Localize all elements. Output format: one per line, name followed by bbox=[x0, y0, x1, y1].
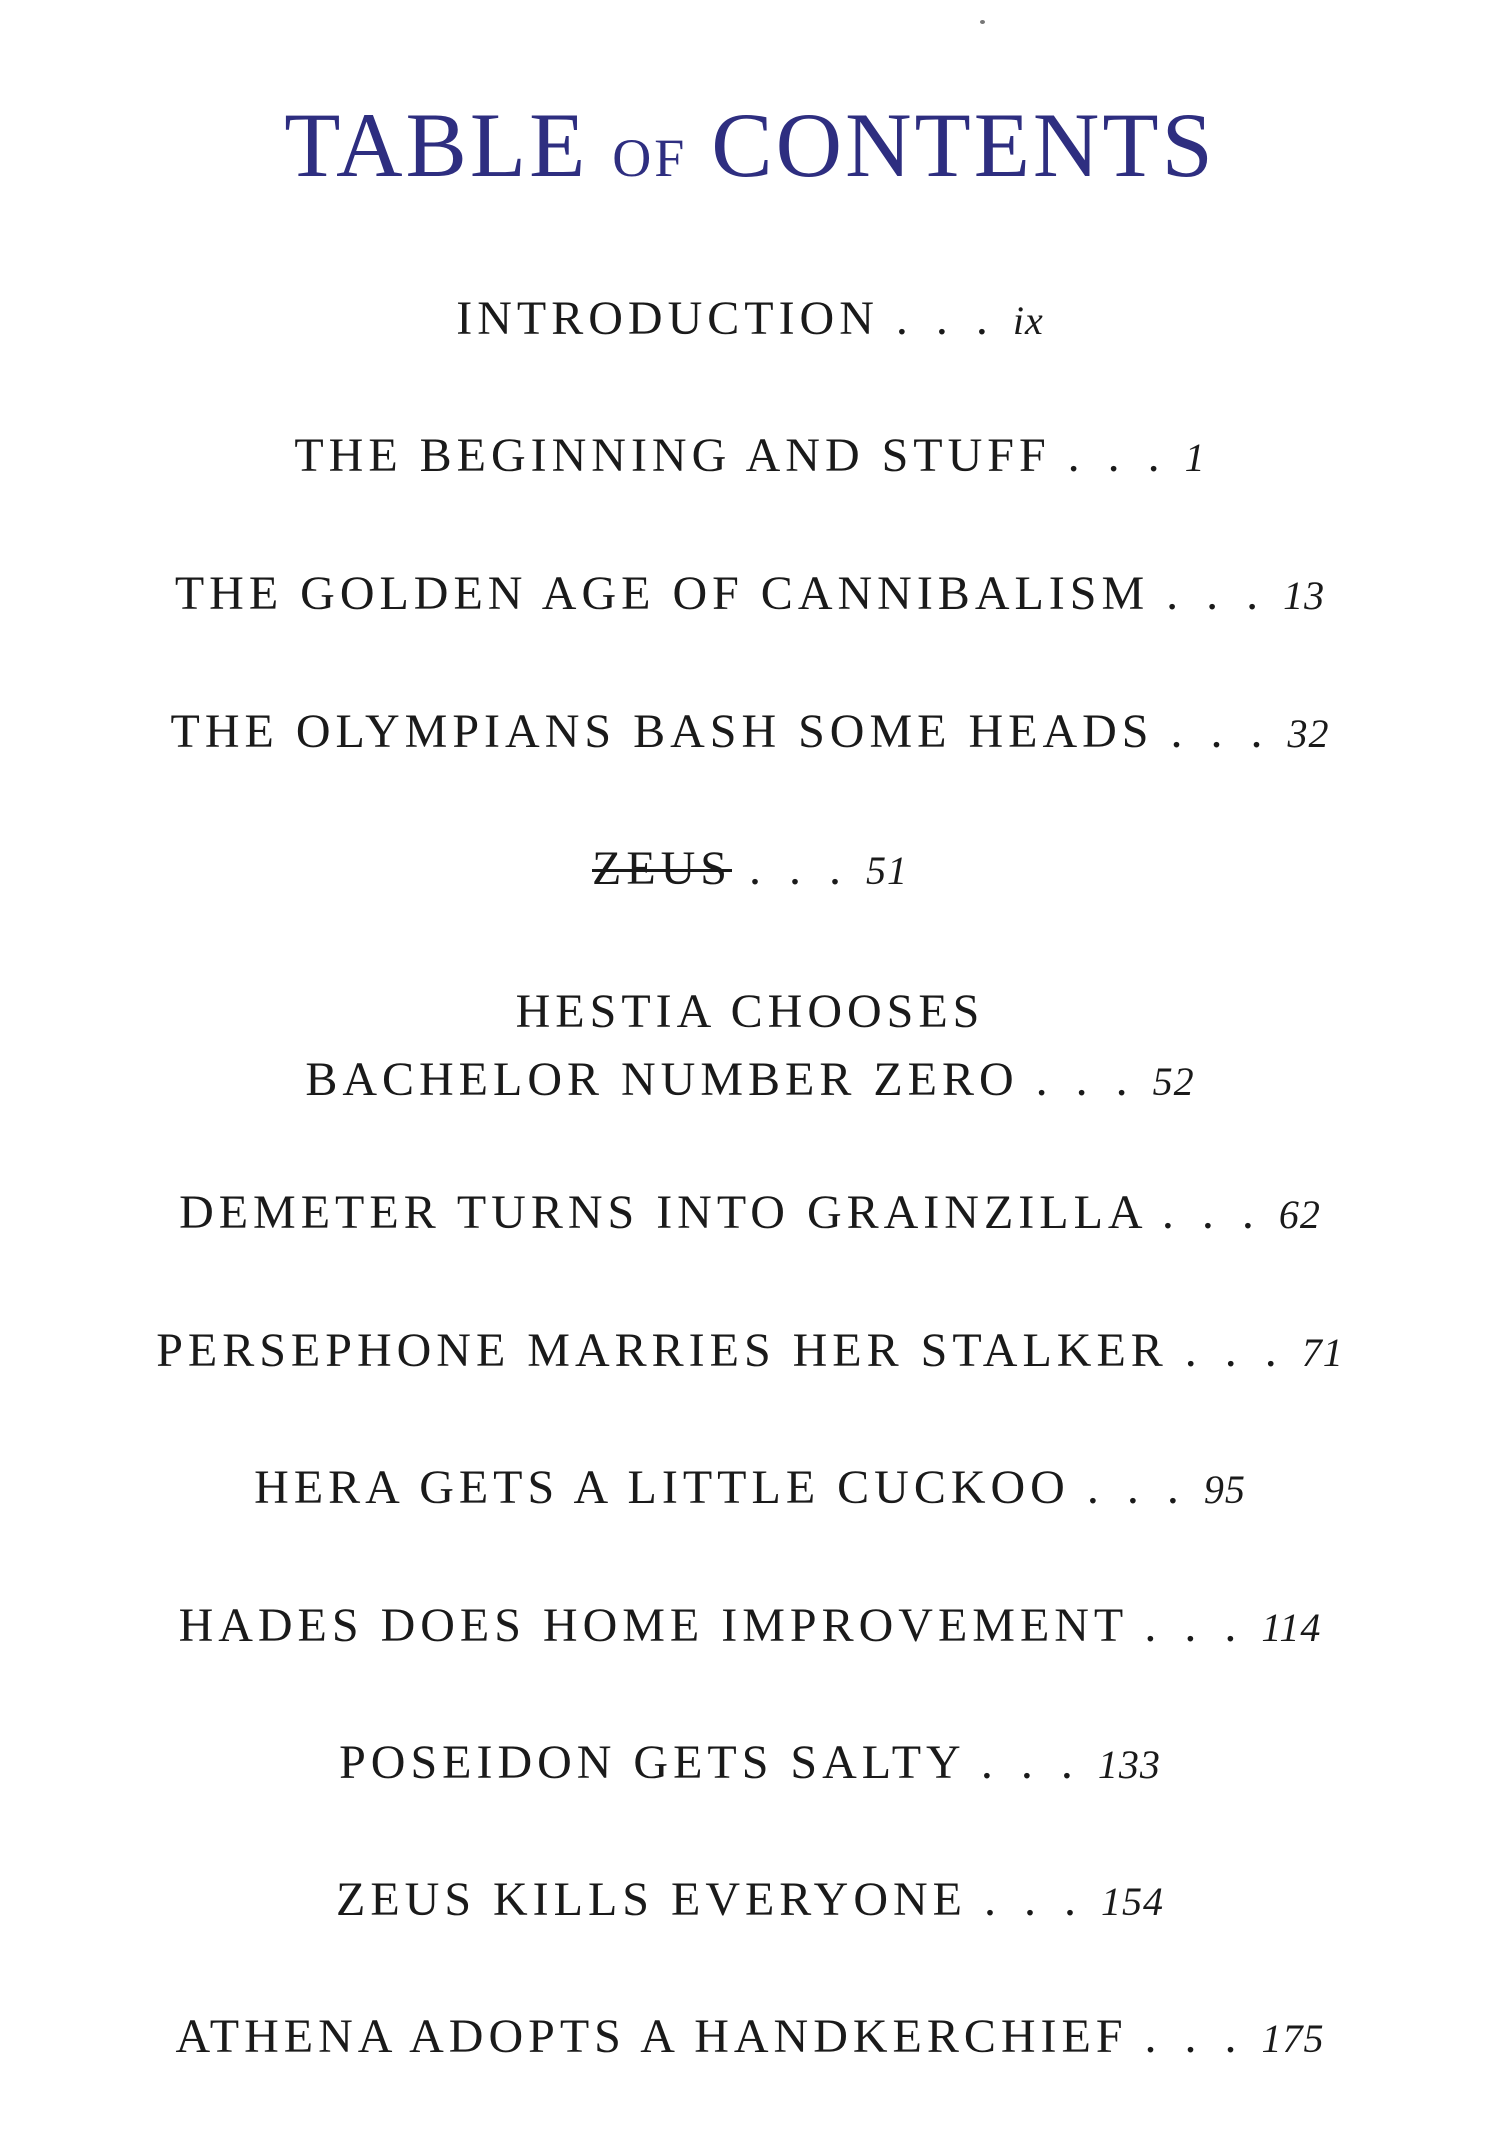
toc-entry-label: PERSEPHONE MARRIES HER STALKER bbox=[156, 1324, 1168, 1377]
toc-entry-hera[interactable] bbox=[0, 1462, 1500, 1515]
title-word-table: TABLE bbox=[284, 94, 589, 196]
toc-page-number: 175 bbox=[1261, 2016, 1325, 2061]
toc-entry-zeus-kills[interactable] bbox=[0, 1874, 1500, 1927]
toc-entry-demeter[interactable] bbox=[0, 1187, 1500, 1240]
toc-leader-dots: . . . bbox=[895, 292, 996, 345]
toc-entry-beginning[interactable] bbox=[0, 430, 1500, 483]
toc-entry-label-struck: ZEUS bbox=[592, 842, 732, 895]
toc-page-number: 95 bbox=[1203, 1467, 1246, 1512]
toc-entry-label: DEMETER TURNS INTO GRAINZILLA bbox=[179, 1186, 1145, 1239]
toc-leader-dots: . . . bbox=[1086, 1461, 1187, 1514]
paper-speck bbox=[980, 20, 985, 24]
toc-entry-poseidon[interactable] bbox=[0, 1737, 1500, 1790]
title-word-of: OF bbox=[612, 128, 688, 188]
toc-entry-golden-age[interactable] bbox=[0, 568, 1500, 621]
toc-page-number: 1 bbox=[1184, 435, 1206, 480]
toc-leader-dots: . . . bbox=[1144, 2010, 1245, 2063]
toc-leader-dots: . . . bbox=[1184, 1324, 1285, 1377]
toc-page-number: 51 bbox=[866, 848, 908, 893]
toc-entry-label: THE GOLDEN AGE OF CANNIBALISM bbox=[174, 567, 1150, 620]
toc-leader-dots: . . . bbox=[1067, 429, 1168, 482]
toc-entry-label-line1: HESTIA CHOOSES bbox=[515, 985, 985, 1038]
toc-page-number: 71 bbox=[1301, 1330, 1344, 1375]
toc-entry-hades[interactable] bbox=[0, 1600, 1500, 1653]
toc-entry-label: INTRODUCTION bbox=[456, 292, 879, 345]
toc-leader-dots: . . . bbox=[980, 1736, 1081, 1789]
toc-leader-dots: . . . bbox=[1035, 1053, 1136, 1106]
toc-entry-zeus[interactable] bbox=[0, 843, 1500, 896]
toc-page-number: 52 bbox=[1152, 1059, 1195, 1104]
toc-entry-label: ATHENA ADOPTS A HANDKERCHIEF bbox=[175, 2010, 1128, 2063]
toc-entry-introduction[interactable] bbox=[0, 293, 1500, 346]
page-title bbox=[0, 92, 1500, 198]
toc-entry-label: HADES DOES HOME IMPROVEMENT bbox=[178, 1599, 1128, 1652]
title-word-contents: CONTENTS bbox=[711, 94, 1216, 196]
toc-page-number: 32 bbox=[1287, 711, 1330, 756]
toc-entry-persephone[interactable] bbox=[0, 1325, 1500, 1378]
toc-entry-label-line2: BACHELOR NUMBER ZERO bbox=[305, 1053, 1019, 1106]
toc-entry-label: THE OLYMPIANS BASH SOME HEADS bbox=[170, 705, 1154, 758]
toc-page-number: 133 bbox=[1097, 1742, 1161, 1787]
toc-entry-label: HERA GETS A LITTLE CUCKOO bbox=[254, 1461, 1070, 1514]
toc-entry-athena[interactable] bbox=[0, 2011, 1500, 2064]
toc-leader-dots: . . . bbox=[1170, 705, 1271, 758]
toc-leader-dots: . . . bbox=[983, 1873, 1084, 1926]
toc-leader-dots: . . . bbox=[1161, 1186, 1262, 1239]
toc-page-number: ix bbox=[1012, 298, 1044, 343]
toc-entry-label: POSEIDON GETS SALTY bbox=[339, 1736, 964, 1789]
toc-entry-label: THE BEGINNING AND STUFF bbox=[294, 429, 1051, 482]
toc-page-number: 154 bbox=[1100, 1879, 1164, 1924]
toc-leader-dots: . . . bbox=[1166, 567, 1267, 620]
toc-leader-dots: . . . bbox=[749, 842, 849, 895]
toc-page-number: 62 bbox=[1278, 1192, 1321, 1237]
toc-leader-dots: . . . bbox=[1144, 1599, 1245, 1652]
toc-page-number: 114 bbox=[1261, 1605, 1322, 1650]
toc-entry-hestia[interactable] bbox=[0, 978, 1500, 1116]
toc-page-number: 13 bbox=[1283, 573, 1326, 618]
toc-entry-label: ZEUS KILLS EVERYONE bbox=[336, 1873, 967, 1926]
toc-entry-olympians[interactable] bbox=[0, 706, 1500, 759]
